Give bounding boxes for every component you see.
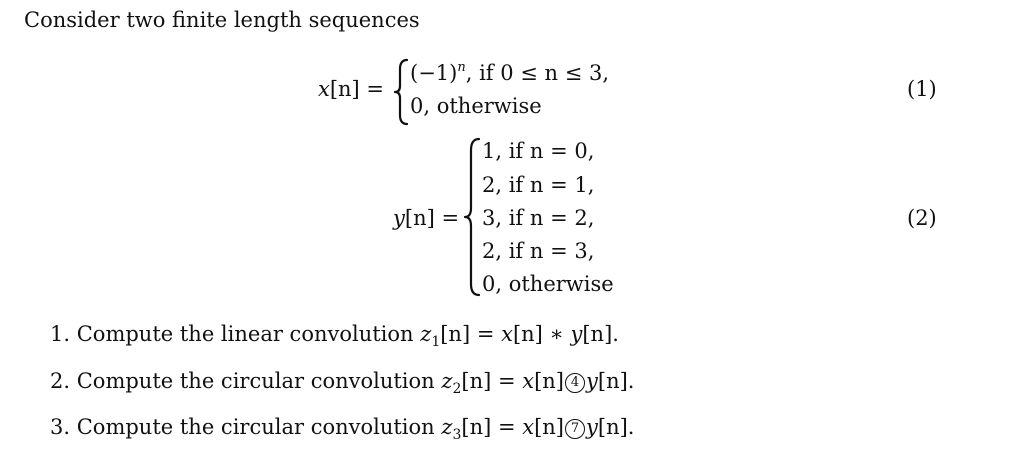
eq1-lhs-arg: [n] = [329, 77, 385, 101]
eq2-lhs-var: y [393, 206, 405, 230]
eq1-case1 [410, 61, 609, 85]
eq2-number: (2) [907, 206, 937, 230]
eq1-lhs-var: x [318, 77, 330, 101]
circled-7-operator: 7 [565, 419, 585, 439]
list-item-3: 3. Compute the circular convolution $z_3[n] = x[n]$ 7 y[n]. [50, 415, 635, 443]
eq1-lhs [318, 77, 384, 101]
eq1-number: (1) [907, 77, 937, 101]
eq1-case1-exp: n [457, 60, 466, 75]
circled-4-operator: 4 [565, 373, 585, 393]
eq2-lhs [393, 206, 459, 230]
eq1-case2: 0, otherwise [410, 94, 542, 118]
intro-text: Consider two finite length sequences [24, 8, 420, 32]
eq1-case1-text: (−1) [410, 61, 458, 85]
eq2-case-2: 3, if n = 2, [482, 206, 595, 230]
eq2-case-0: 1, if n = 0, [482, 139, 595, 163]
eq1-brace [392, 57, 410, 127]
list-item-2: 2. Compute the circular convolution $z_2[n] = x[n]$ 4 y[n]. [50, 369, 635, 397]
eq2-brace [462, 136, 482, 298]
eq2-case-4: 0, otherwise [482, 272, 614, 296]
eq2-lhs-arg: [n] = [404, 206, 460, 230]
eq1-case1-cond: , if 0 ≤ n ≤ 3, [465, 61, 610, 85]
eq2-case-1: 2, if n = 1, [482, 173, 595, 197]
list-item-1: 1. Compute the linear convolution $z_1[n] = x[n]$ ∗ y[n]. [50, 322, 619, 350]
eq2-case-3: 2, if n = 3, [482, 239, 595, 263]
